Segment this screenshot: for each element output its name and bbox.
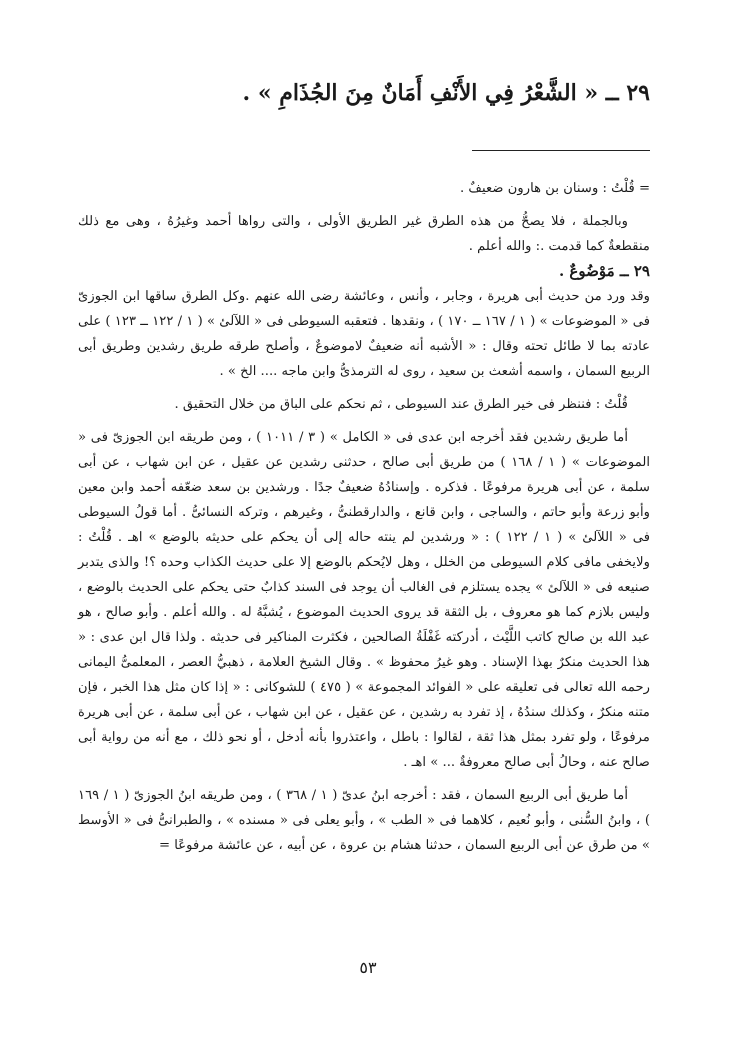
paragraph-method: قُلْتُ : فننظر فى خير الطرق عند السيوطى ، ثم نحكم على الباق من خلال التحقيق . xyxy=(174,397,628,412)
paragraph-sources: وقد ورد من حديث أبى هريرة ، وجابر ، وأنس ، وعائشة رضى الله عنهم .وكل الطرق ساقها ابن الجوزىّ فى « الموضوعات » ( ١ / ١٦٧ ــ ١٧٠ ) ، ونقدها . فتعقبه السيوطى فى « اللآلئ » ( ١ / ١٢٢ ــ ١٢٣ ) على عادته بما لا طائل تحته وقال : « الأشبه أنه ضعيفٌ لاموضوعٌ ، وأصلح طرقه طريق رشدين وطريق أبى الربيع السمان ، واسمه أشعث بن سعيد ، روى له الترمذىُّ وابن ماجه .... الخ » . xyxy=(78,289,651,379)
footnote-separator xyxy=(472,150,650,151)
ruling-heading: ٢٩ ــ مَوْضُوعٌ . xyxy=(558,262,650,280)
footnote-body xyxy=(78,176,650,858)
paragraph-rishdin-chain: أما طريق رشدين فقد أخرجه ابن عدى فى « الكامل » ( ٣ / ١٠١١ ) ، ومن طريقه ابن الجوزىّ فى « الموضوعات » ( ١ / ١٦٨ ) من طريق أبى صالح ، حدثنى رشدين عن عقيل ، عن ابن شهاب ، عن أبى سلمة ، عن أبى هريرة مرفوعًا . فذكره . وإسنادُهُ ضعيفٌ جدًا . ورشدين بن سعد ضعّفه أحمد وابن معين وأبو زرعة وأبو حاتم ، والساجى ، وابن قانع ، والدارقطنىُّ ، وغيرهم ، وتركه النسائىُّ . أما قولُ السيوطى فى « اللآلئ » ( ١ / ١٢٢ ) : « ورشدين لم ينته حاله إلى أن يحكم على حديثه بالوضع » اهـ . قُلْتُ : ولايخفى مافى كلام السيوطى من الخلل ، وهل لايُحكم بالوضع إلا على حديث الكذاب وحده ؟! والذى يتدبر صنيعه فى « اللآلئ » يجده يستلزم فى الغالب أن يوجد فى السند كذابٌ حتى يحكم على الحديث بالوضع ، وليس بلازم كما هو معروف ، بل الثقة قد يروى الحديث الموضوع ، يُشبَّهُ له . والله أعلم . وأبو صالح ، هو عبد الله بن صالح كاتب اللَّيْث ، أدركته غَفْلَةُ الصالحين ، فكثرت المناكير فى حديثه . ولذا قال ابن عدى : « هذا الحديث منكرٌ بهذا الإسناد . وهو غيرُ محفوظ » . وقال الشيخ العلامة ، ذهبيُّ العصر ، المعلمىُّ اليمانى رحمه الله تعالى فى تعليقه على « الفوائد المجموعة » ( ٤٧٥ ) للشوكانى : « إذا كان مثل هذا الخبر ، فإن متنه منكرٌ ، وكذلك سندُهُ ، إذ تفرد به رشدين ، عن عقيل ، عن ابن شهاب ، عن أبى سلمة ، عن أبى هريرة مرفوعًا ، ولو تفرد بمثل هذا ثقة ، لقالوا : باطل ، واعتذروا بأنه أدخل ، أو نحو ذلك ، مع أنه من رواية أبى صالح عنه ، وحالُ أبى صالح معروفةٌ ... » اهـ . xyxy=(78,430,651,770)
paragraph-summary: وبالجملة ، فلا يصحُّ من هذه الطرق غير الطريق الأولى ، والتى رواها أحمد وغيرُهُ ، وهى مع ذلك منقطعةٌ كما قدمت .: والله أعلم . xyxy=(78,214,650,254)
page-number: ٥٣ xyxy=(359,958,377,977)
paragraph-narrator-note: = قُلْتُ : وسنان بن هارون ضعيفٌ . xyxy=(459,181,650,196)
paragraph-abu-rabi-chain: أما طريق أبى الربيع السمان ، فقد : أخرجه ابنُ عدىّ ( ١ / ٣٦٨ ) ، ومن طريقه ابنُ الجوزىّ ( ١ / ١٦٩ ) ، وابنُ السُّنى ، وأبو نُعيم ، كلاهما فى « الطب » ، وأبو يعلى فى « مسنده » ، والطبرانىُّ فى « الأوسط » من طرق عن أبى الربيع السمان ، حدثنا هشام بن عروة ، عن أبيه ، عن عائشة مرفوعًا = xyxy=(78,788,650,853)
hadith-heading: ٢٩ ــ « الشَّعْرُ فِي الأَنْفِ أَمَانٌ مِنَ الجُذَامِ » . xyxy=(242,80,650,106)
